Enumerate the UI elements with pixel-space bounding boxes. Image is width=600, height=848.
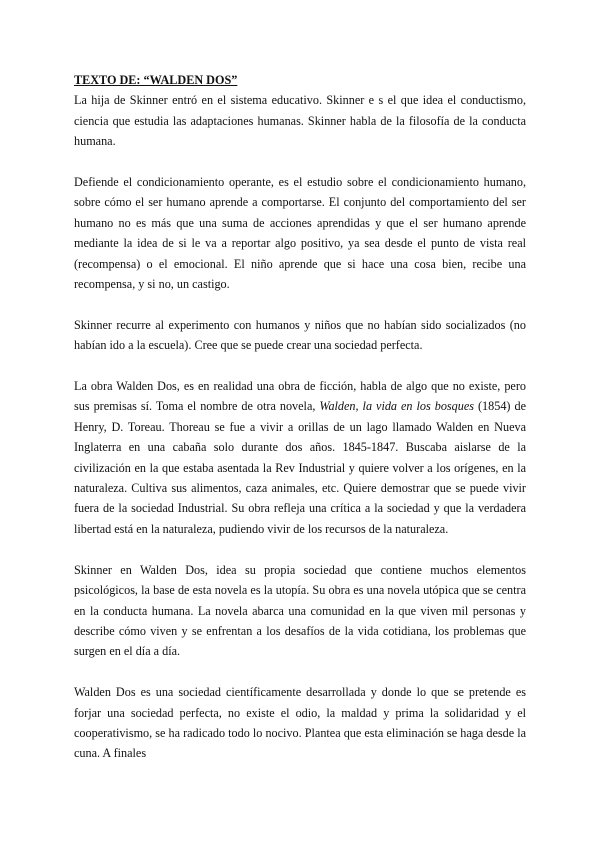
book-title-italic: Walden, la vida en los bosques bbox=[319, 399, 474, 414]
paragraph-1: La hija de Skinner entró en el sistema educativo. Skinner e s el que idea el conductismo, ciencia que estudia las adaptaciones humanas. Skinner habla de la filosofía de la conducta humana. bbox=[74, 93, 526, 149]
paragraph-6: Walden Dos es una sociedad científicamente desarrollada y donde lo que se pretende es forjar una sociedad perfecta, no existe el odio, la maldad y prima la solidaridad y el cooperativismo, se ha radicado todo lo nocivo. Plantea que esta eliminación se haga desde la cuna. A finales bbox=[74, 685, 526, 761]
paragraph-5: Skinner en Walden Dos, idea su propia sociedad que contiene muchos elementos psicológicos, la base de esta novela es la utopía. Su obra es una novela utópica que se centra en la conducta humana. La novela abarca una comunidad en la que viven mil personas y describe cómo viven y se enfrentan a los desafíos de la vida cotidiana, los problemas que surgen en el día a día. bbox=[74, 562, 526, 659]
paragraph-4 bbox=[74, 376, 526, 539]
paragraph-4-part-1: La obra Walden Dos, es en realidad una obra de ficción, habla de algo que no existe, pero sus premisas sí. Toma el nombre de otra novela, bbox=[74, 379, 526, 414]
paragraph-2: Defiende el condicionamiento operante, es el estudio sobre el condicionamiento humano, sobre cómo el ser humano aprende a comportarse. El conjunto del comportamiento del ser humano no es más que una suma de acciones aprendidas y que el ser humano aprende mediante la idea de si le va a reportar algo positivo, ya sea desde el punto de vista real (recompensa) o el emocional. El niño aprende que si hace una cosa bien, recibe una recompensa, y si no, un castigo. bbox=[74, 175, 526, 292]
paragraph-4-part-2: (1854) de Henry, D. Toreau. Thoreau se fue a vivir a orillas de un lago llamado Walden en Nueva Inglaterra en una cabaña solo durante dos años. 1845-1847. Buscaba aislarse de la civilización en la que estaba asentada la Rev Industrial y quiere volver a los orígenes, en la naturaleza. Cultiva sus alimentos, caza animales, etc. Quiere demostrar que se puede vivir fuera de la sociedad Industrial. Su obra refleja una crítica a la sociedad y que la verdadera libertad está en la naturaleza, pudiendo vivir de los recursos de la naturaleza. bbox=[74, 399, 526, 536]
document-body bbox=[74, 70, 526, 784]
paragraph-3: Skinner recurre al experimento con humanos y niños que no habían sido socializados (no habían ido a la escuela). Cree que se puede crear una sociedad perfecta. bbox=[74, 317, 526, 353]
document-title: TEXTO DE: “WALDEN DOS” bbox=[74, 73, 238, 87]
